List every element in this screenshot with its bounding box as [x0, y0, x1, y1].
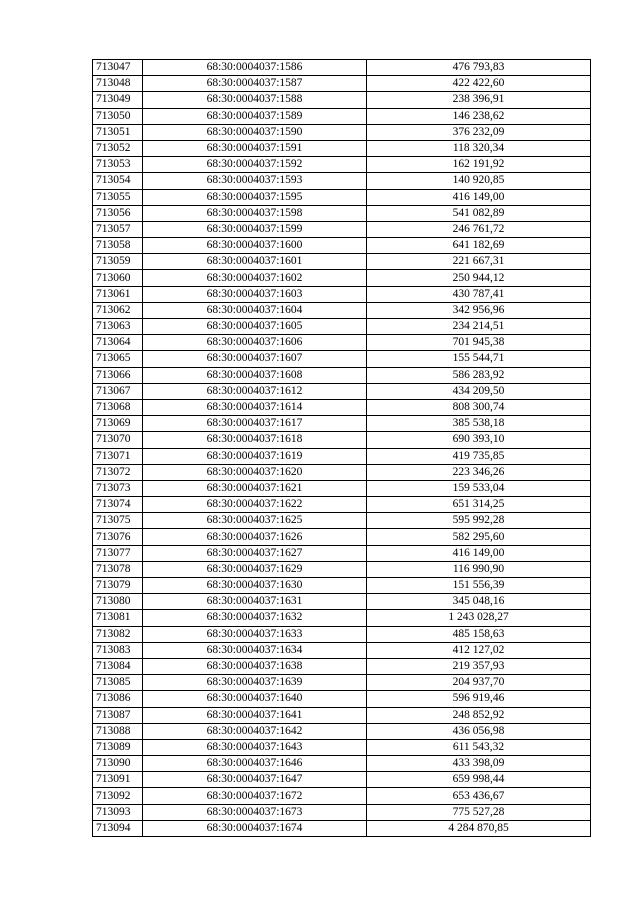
cadastral-number-cell: 68:30:0004037:1646	[143, 756, 367, 772]
table-row	[93, 804, 591, 820]
cadastral-number-cell: 68:30:0004037:1642	[143, 723, 367, 739]
table-row	[93, 707, 591, 723]
cadastral-value-cell: 701 945,38	[367, 335, 591, 351]
cadastral-value-table	[92, 59, 591, 837]
table-row	[93, 108, 591, 124]
cadastral-value-cell: 422 422,60	[367, 76, 591, 92]
row-number-cell: 713084	[93, 658, 143, 674]
table-row	[93, 578, 591, 594]
cadastral-value-cell: 690 393,10	[367, 432, 591, 448]
row-number-cell: 713086	[93, 691, 143, 707]
row-number-cell: 713074	[93, 497, 143, 513]
cadastral-value-cell: 345 048,16	[367, 594, 591, 610]
cadastral-value-cell: 808 300,74	[367, 399, 591, 415]
cadastral-number-cell: 68:30:0004037:1643	[143, 739, 367, 755]
cadastral-number-cell: 68:30:0004037:1601	[143, 254, 367, 270]
cadastral-number-cell: 68:30:0004037:1632	[143, 610, 367, 626]
table-row	[93, 173, 591, 189]
cadastral-value-cell: 221 667,31	[367, 254, 591, 270]
row-number-cell: 713058	[93, 238, 143, 254]
cadastral-number-cell: 68:30:0004037:1638	[143, 658, 367, 674]
table-row	[93, 756, 591, 772]
row-number-cell: 713093	[93, 804, 143, 820]
cadastral-value-cell: 151 556,39	[367, 578, 591, 594]
row-number-cell: 713073	[93, 480, 143, 496]
cadastral-number-cell: 68:30:0004037:1621	[143, 480, 367, 496]
cadastral-value-cell: 250 944,12	[367, 270, 591, 286]
table-row	[93, 157, 591, 173]
row-number-cell: 713052	[93, 140, 143, 156]
cadastral-number-cell: 68:30:0004037:1631	[143, 594, 367, 610]
cadastral-number-cell: 68:30:0004037:1647	[143, 772, 367, 788]
table-row	[93, 739, 591, 755]
cadastral-number-cell: 68:30:0004037:1641	[143, 707, 367, 723]
row-number-cell: 713085	[93, 675, 143, 691]
cadastral-number-cell: 68:30:0004037:1626	[143, 529, 367, 545]
cadastral-value-cell: 155 544,71	[367, 351, 591, 367]
cadastral-number-cell: 68:30:0004037:1604	[143, 302, 367, 318]
cadastral-number-cell: 68:30:0004037:1598	[143, 205, 367, 221]
cadastral-value-cell: 204 937,70	[367, 675, 591, 691]
cadastral-number-cell: 68:30:0004037:1595	[143, 189, 367, 205]
cadastral-number-cell: 68:30:0004037:1630	[143, 578, 367, 594]
cadastral-value-cell: 436 056,98	[367, 723, 591, 739]
row-number-cell: 713071	[93, 448, 143, 464]
cadastral-number-cell: 68:30:0004037:1612	[143, 383, 367, 399]
table-row	[93, 238, 591, 254]
cadastral-number-cell: 68:30:0004037:1589	[143, 108, 367, 124]
table-row	[93, 610, 591, 626]
row-number-cell: 713067	[93, 383, 143, 399]
cadastral-value-cell: 651 314,25	[367, 497, 591, 513]
row-number-cell: 713081	[93, 610, 143, 626]
row-number-cell: 713080	[93, 594, 143, 610]
table-row	[93, 351, 591, 367]
cadastral-number-cell: 68:30:0004037:1629	[143, 561, 367, 577]
row-number-cell: 713070	[93, 432, 143, 448]
cadastral-number-cell: 68:30:0004037:1605	[143, 319, 367, 335]
cadastral-value-cell: 582 295,60	[367, 529, 591, 545]
table-row	[93, 464, 591, 480]
row-number-cell: 713050	[93, 108, 143, 124]
row-number-cell: 713077	[93, 545, 143, 561]
cadastral-value-cell: 116 990,90	[367, 561, 591, 577]
table-row	[93, 367, 591, 383]
cadastral-number-cell: 68:30:0004037:1600	[143, 238, 367, 254]
row-number-cell: 713049	[93, 92, 143, 108]
table-row	[93, 302, 591, 318]
cadastral-number-cell: 68:30:0004037:1627	[143, 545, 367, 561]
cadastral-number-cell: 68:30:0004037:1607	[143, 351, 367, 367]
cadastral-value-cell: 248 852,92	[367, 707, 591, 723]
table-body	[93, 60, 591, 837]
row-number-cell: 713087	[93, 707, 143, 723]
cadastral-number-cell: 68:30:0004037:1586	[143, 60, 367, 76]
row-number-cell: 713083	[93, 642, 143, 658]
cadastral-number-cell: 68:30:0004037:1639	[143, 675, 367, 691]
table-row	[93, 626, 591, 642]
row-number-cell: 713056	[93, 205, 143, 221]
table-row	[93, 270, 591, 286]
row-number-cell: 713091	[93, 772, 143, 788]
cadastral-number-cell: 68:30:0004037:1617	[143, 416, 367, 432]
table-row	[93, 545, 591, 561]
cadastral-value-cell: 430 787,41	[367, 286, 591, 302]
cadastral-value-cell: 376 232,09	[367, 124, 591, 140]
table-row	[93, 221, 591, 237]
cadastral-number-cell: 68:30:0004037:1625	[143, 513, 367, 529]
row-number-cell: 713066	[93, 367, 143, 383]
table-row	[93, 448, 591, 464]
cadastral-value-cell: 146 238,62	[367, 108, 591, 124]
cadastral-value-cell: 246 761,72	[367, 221, 591, 237]
table-row	[93, 286, 591, 302]
cadastral-value-cell: 416 149,00	[367, 545, 591, 561]
cadastral-value-cell: 4 284 870,85	[367, 820, 591, 836]
cadastral-value-cell: 595 992,28	[367, 513, 591, 529]
table-row	[93, 675, 591, 691]
cadastral-number-cell: 68:30:0004037:1592	[143, 157, 367, 173]
row-number-cell: 713069	[93, 416, 143, 432]
cadastral-value-cell: 412 127,02	[367, 642, 591, 658]
cadastral-value-cell: 611 543,32	[367, 739, 591, 755]
cadastral-number-cell: 68:30:0004037:1590	[143, 124, 367, 140]
cadastral-number-cell: 68:30:0004037:1614	[143, 399, 367, 415]
row-number-cell: 713063	[93, 319, 143, 335]
table-row	[93, 60, 591, 76]
cadastral-value-cell: 659 998,44	[367, 772, 591, 788]
cadastral-value-cell: 162 191,92	[367, 157, 591, 173]
table-row	[93, 529, 591, 545]
table-row	[93, 383, 591, 399]
table-row	[93, 399, 591, 415]
cadastral-number-cell: 68:30:0004037:1640	[143, 691, 367, 707]
cadastral-value-cell: 541 082,89	[367, 205, 591, 221]
cadastral-number-cell: 68:30:0004037:1672	[143, 788, 367, 804]
row-number-cell: 713076	[93, 529, 143, 545]
cadastral-value-cell: 641 182,69	[367, 238, 591, 254]
cadastral-number-cell: 68:30:0004037:1634	[143, 642, 367, 658]
cadastral-number-cell: 68:30:0004037:1608	[143, 367, 367, 383]
table-row	[93, 594, 591, 610]
cadastral-value-cell: 485 158,63	[367, 626, 591, 642]
row-number-cell: 713094	[93, 820, 143, 836]
row-number-cell: 713054	[93, 173, 143, 189]
cadastral-value-cell: 416 149,00	[367, 189, 591, 205]
row-number-cell: 713060	[93, 270, 143, 286]
row-number-cell: 713075	[93, 513, 143, 529]
cadastral-value-cell: 653 436,67	[367, 788, 591, 804]
cadastral-number-cell: 68:30:0004037:1591	[143, 140, 367, 156]
table-row	[93, 140, 591, 156]
row-number-cell: 713079	[93, 578, 143, 594]
table-row	[93, 416, 591, 432]
cadastral-number-cell: 68:30:0004037:1618	[143, 432, 367, 448]
row-number-cell: 713068	[93, 399, 143, 415]
cadastral-value-cell: 419 735,85	[367, 448, 591, 464]
cadastral-number-cell: 68:30:0004037:1620	[143, 464, 367, 480]
table-row	[93, 480, 591, 496]
table-row	[93, 691, 591, 707]
cadastral-number-cell: 68:30:0004037:1674	[143, 820, 367, 836]
cadastral-value-cell: 140 920,85	[367, 173, 591, 189]
cadastral-number-cell: 68:30:0004037:1606	[143, 335, 367, 351]
row-number-cell: 713089	[93, 739, 143, 755]
row-number-cell: 713090	[93, 756, 143, 772]
cadastral-value-cell: 434 209,50	[367, 383, 591, 399]
table-row	[93, 497, 591, 513]
cadastral-value-cell: 1 243 028,27	[367, 610, 591, 626]
cadastral-value-cell: 586 283,92	[367, 367, 591, 383]
row-number-cell: 713061	[93, 286, 143, 302]
cadastral-value-cell: 775 527,28	[367, 804, 591, 820]
table-row	[93, 772, 591, 788]
cadastral-value-cell: 234 214,51	[367, 319, 591, 335]
row-number-cell: 713078	[93, 561, 143, 577]
cadastral-number-cell: 68:30:0004037:1599	[143, 221, 367, 237]
cadastral-number-cell: 68:30:0004037:1619	[143, 448, 367, 464]
table-row	[93, 124, 591, 140]
table-row	[93, 319, 591, 335]
row-number-cell: 713059	[93, 254, 143, 270]
cadastral-number-cell: 68:30:0004037:1603	[143, 286, 367, 302]
row-number-cell: 713072	[93, 464, 143, 480]
table-row	[93, 658, 591, 674]
cadastral-value-cell: 219 357,93	[367, 658, 591, 674]
cadastral-number-cell: 68:30:0004037:1593	[143, 173, 367, 189]
table-row	[93, 723, 591, 739]
cadastral-number-cell: 68:30:0004037:1622	[143, 497, 367, 513]
row-number-cell: 713057	[93, 221, 143, 237]
row-number-cell: 713053	[93, 157, 143, 173]
cadastral-number-cell: 68:30:0004037:1588	[143, 92, 367, 108]
row-number-cell: 713047	[93, 60, 143, 76]
table-row	[93, 432, 591, 448]
table-row	[93, 820, 591, 836]
cadastral-value-cell: 433 398,09	[367, 756, 591, 772]
table-row	[93, 561, 591, 577]
row-number-cell: 713082	[93, 626, 143, 642]
row-number-cell: 713048	[93, 76, 143, 92]
table-row	[93, 513, 591, 529]
cadastral-value-cell: 238 396,91	[367, 92, 591, 108]
cadastral-number-cell: 68:30:0004037:1673	[143, 804, 367, 820]
cadastral-value-cell: 118 320,34	[367, 140, 591, 156]
cadastral-value-cell: 596 919,46	[367, 691, 591, 707]
row-number-cell: 713064	[93, 335, 143, 351]
table-row	[93, 788, 591, 804]
row-number-cell: 713051	[93, 124, 143, 140]
row-number-cell: 713088	[93, 723, 143, 739]
table-row	[93, 189, 591, 205]
cadastral-value-cell: 159 533,04	[367, 480, 591, 496]
row-number-cell: 713062	[93, 302, 143, 318]
cadastral-value-cell: 385 538,18	[367, 416, 591, 432]
row-number-cell: 713092	[93, 788, 143, 804]
table-row	[93, 205, 591, 221]
row-number-cell: 713055	[93, 189, 143, 205]
cadastral-value-cell: 476 793,83	[367, 60, 591, 76]
table-row	[93, 254, 591, 270]
table-row	[93, 76, 591, 92]
cadastral-number-cell: 68:30:0004037:1602	[143, 270, 367, 286]
table-row	[93, 92, 591, 108]
cadastral-value-cell: 223 346,26	[367, 464, 591, 480]
cadastral-number-cell: 68:30:0004037:1633	[143, 626, 367, 642]
row-number-cell: 713065	[93, 351, 143, 367]
table-row	[93, 335, 591, 351]
cadastral-value-cell: 342 956,96	[367, 302, 591, 318]
table-row	[93, 642, 591, 658]
cadastral-number-cell: 68:30:0004037:1587	[143, 76, 367, 92]
